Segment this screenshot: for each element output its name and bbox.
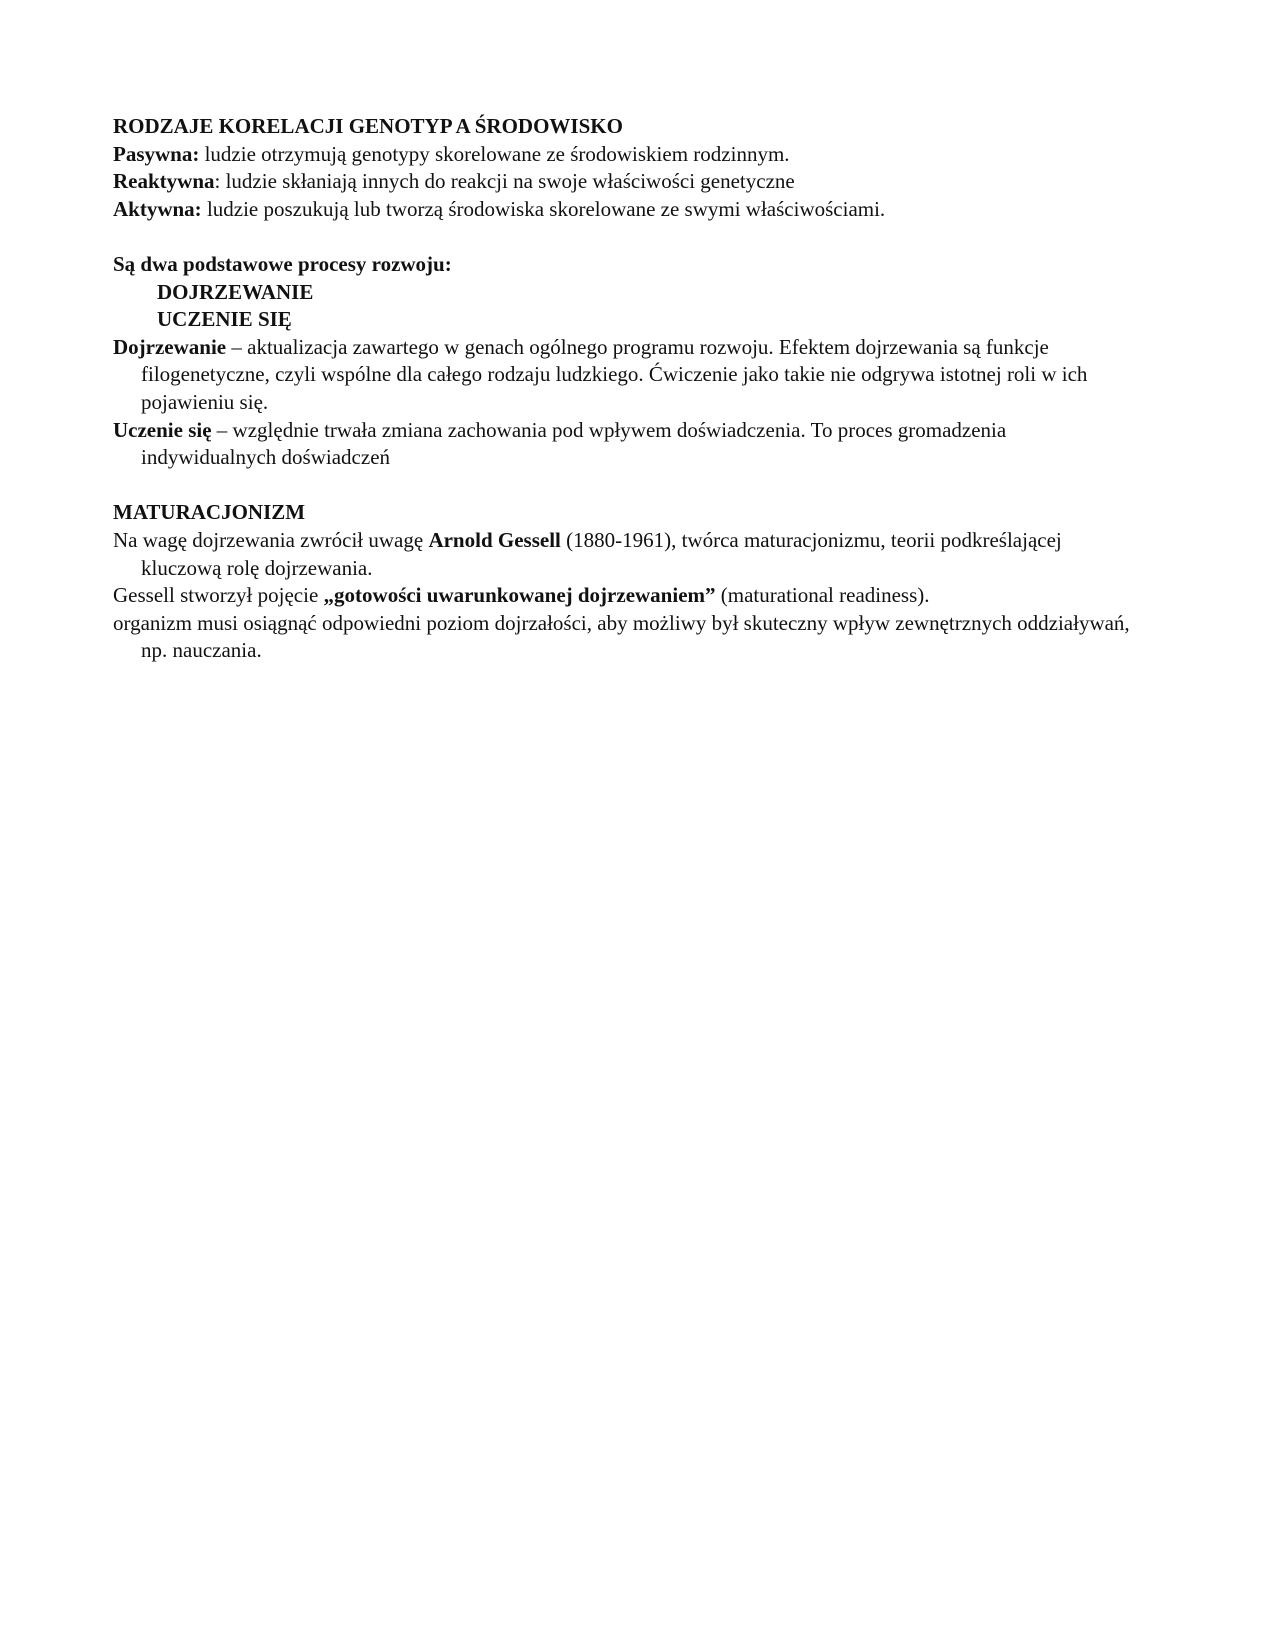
- section-title-maturationism: MATURACJONIZM: [113, 500, 306, 525]
- p1-after: (1880-1961), twórca maturacjonizmu, teorii podkreślającej kluczową rolę dojrzewania.: [141, 527, 1062, 580]
- process-learning: UCZENIE SIĘ: [157, 307, 292, 332]
- term-learning: Uczenie się: [113, 417, 212, 442]
- maturationism-paragraph-2: [113, 582, 1131, 610]
- spacer: [113, 472, 1113, 500]
- maturationism-paragraph-1: [113, 527, 1131, 582]
- definition-maturation-paragraph: [113, 334, 1131, 417]
- section-title-correlations: RODZAJE KORELACJI GENOTYP A ŚRODOWISKO: [113, 114, 623, 138]
- p2-after: (maturational readiness).: [715, 583, 930, 608]
- correlation-item-passive: [113, 141, 1131, 169]
- definition-learning: – względnie trwała zmiana zachowania pod wpływem doświadczenia. To proces gromadzenia indywidualnych doświadczeń: [141, 417, 1007, 470]
- correlation-item-reactive: [113, 168, 1131, 196]
- correlation-item-active: [113, 196, 1131, 224]
- maturationism-paragraph-3: organizm musi osiągnąć odpowiedni poziom dojrzałości, aby możliwy był skuteczny wpływ zewnętrznych oddziaływań, np. nauczania.: [113, 610, 1130, 663]
- document-page: [113, 113, 1130, 665]
- definition-reactive: : ludzie skłaniają innych do reakcji na swoje właściwości genetyczne: [214, 169, 795, 194]
- p1-name-bold: Arnold Gessell: [428, 527, 561, 552]
- p2-before: Gessell stworzył pojęcie: [113, 583, 324, 608]
- definition-learning-paragraph: [113, 417, 1131, 472]
- definition-active: ludzie poszukują lub tworzą środowiska skorelowane ze swymi właściwościami.: [201, 196, 886, 221]
- term-active: Aktywna:: [113, 196, 202, 221]
- p1-before: Na wagę dojrzewania zwrócił uwagę: [113, 527, 429, 552]
- definition-passive: ludzie otrzymują genotypy skorelowane ze środowiskiem rodzinnym.: [199, 141, 790, 166]
- term-maturation: Dojrzewanie: [113, 334, 227, 359]
- processes-intro: Są dwa podstawowe procesy rozwoju:: [113, 251, 452, 276]
- p2-concept-bold: „gotowości uwarunkowanej dojrzewaniem”: [323, 583, 716, 608]
- spacer: [113, 223, 1113, 251]
- definition-maturation: – aktualizacja zawartego w genach ogólnego programu rozwoju. Efektem dojrzewania są funkcje filogenetyczne, czyli wspólne dla całego rodzaju ludzkiego. Ćwiczenie jako takie nie odgrywa istotnej roli w ich pojawieniu się.: [141, 334, 1088, 414]
- term-reactive: Reaktywna: [113, 169, 215, 194]
- process-maturation: DOJRZEWANIE: [157, 279, 314, 304]
- term-passive: Pasywna:: [113, 141, 200, 166]
